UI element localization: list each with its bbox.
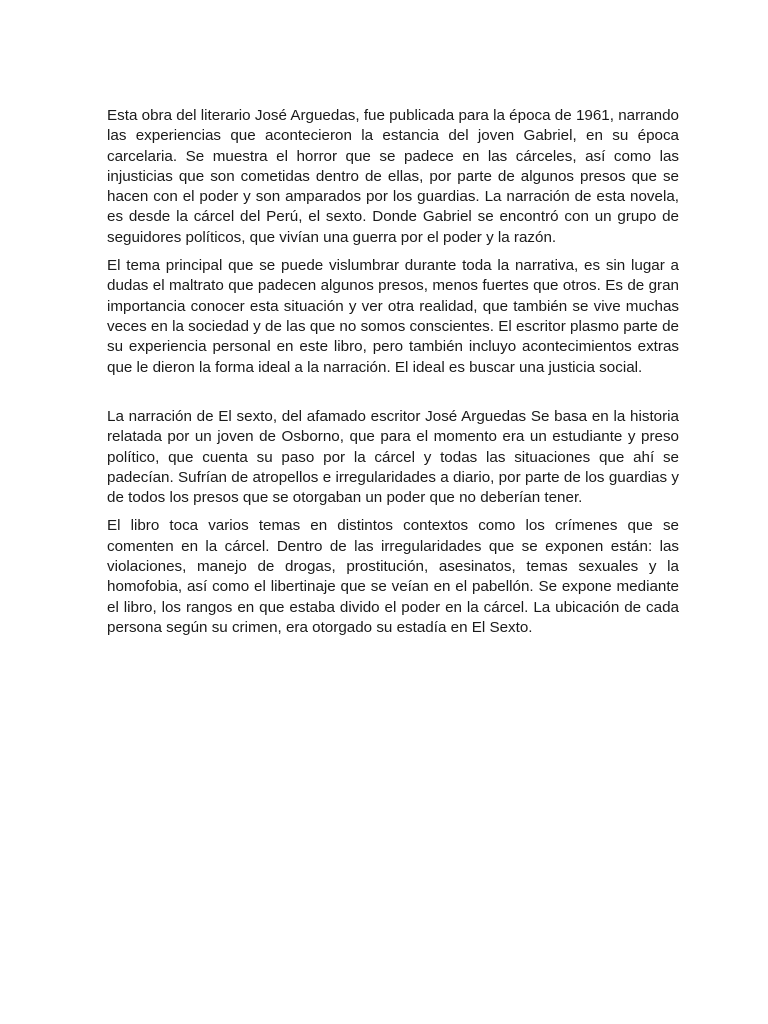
paragraph-2: El tema principal que se puede vislumbrar durante toda la narrativa, es sin lugar a dudas el maltrato que padecen algunos presos, menos fuertes que otros. Es de gran importancia conocer esta situación y ver otra realidad, que también se vive muchas veces en la sociedad y de las que no somos conscientes. El escritor plasmo parte de su experiencia personal en este libro, pero también incluyo acontecimientos extras que le dieron la forma ideal a la narración. El ideal es buscar una justicia social. [107, 257, 679, 376]
paragraph-4: El libro toca varios temas en distintos contextos como los crímenes que se comenten en la cárcel. Dentro de las irregularidades que se exponen están: las violaciones, manejo de drogas, prostitución, asesinatos, temas sexuales y la homofobia, así como el libertinaje que se veían en el pabellón. Se expone mediante el libro, los rangos en que estaba divido el poder en la cárcel. La ubicación de cada persona según su crimen, era otorgado su estadía en El Sexto. [107, 517, 679, 636]
paragraph-1: Esta obra del literario José Arguedas, fue publicada para la época de 1961, narrando las experiencias que acontecieron la estancia del joven Gabriel, en su época carcelaria. Se muestra el horror que se padece en las cárceles, así como las injusticias que son cometidas dentro de ellas, por parte de algunos presos que se hacen con el poder y son amparados por los guardias. La narración de esta novela, es desde la cárcel del Perú, el sexto. Donde Gabriel se encontró con un grupo de seguidores políticos, que vivían una guerra por el poder y la razón. [107, 107, 679, 246]
text-section-1 [107, 106, 679, 386]
paragraph-3: La narración de El sexto, del afamado escritor José Arguedas Se basa en la historia relatada por un joven de Osborno, que para el momento era un estudiante y preso político, que cuenta su paso por la cárcel y todas las situaciones que ahí se padecían. Sufrían de atropellos e irregularidades a diario, por parte de los guardias y de todos los presos que se otorgaban un poder que no deberían tener. [107, 408, 679, 507]
text-section-2 [107, 407, 679, 646]
